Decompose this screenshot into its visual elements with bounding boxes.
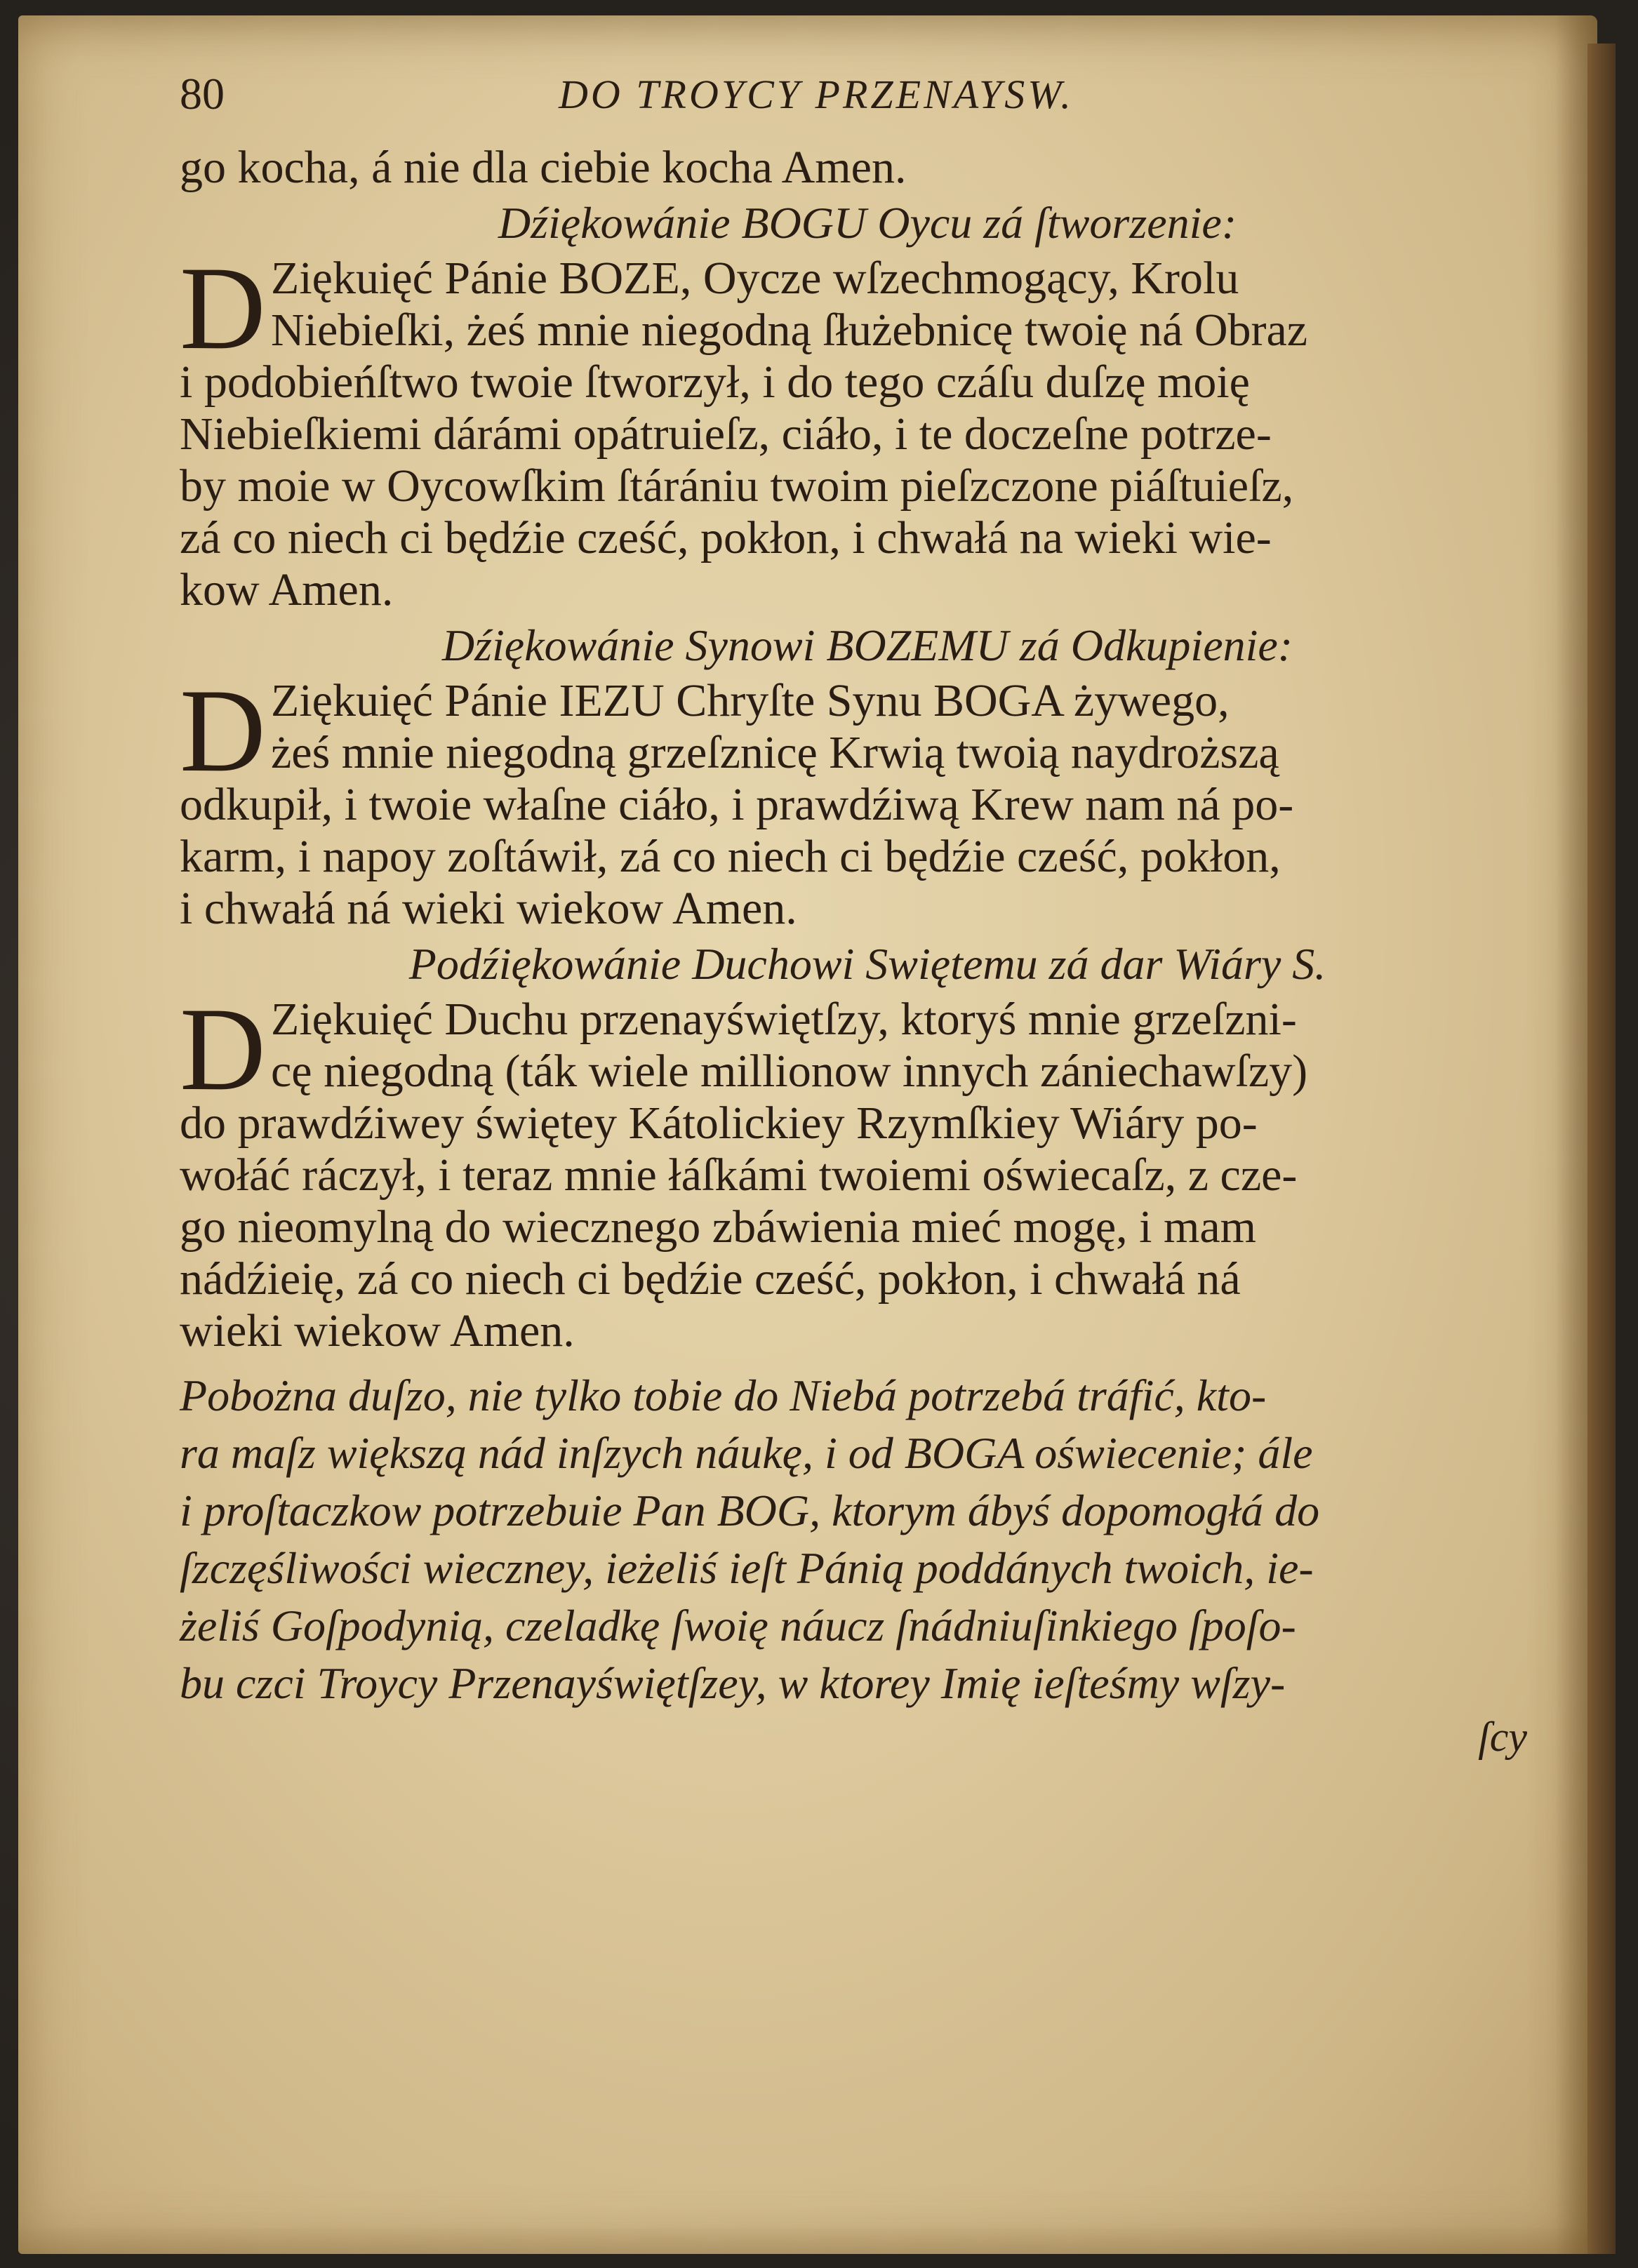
text-line: karm, i napoy zoſtáwił, zá co niech ci będźie cześć, pokłon, [180,831,1281,882]
italic-line: żeliś Goſpodynią, czeladkę ſwoię náucz ſnádniuſinkiego ſpoſo- [180,1601,1296,1650]
opening-line: go kocha, á nie dla ciebie kocha Amen. [180,142,907,193]
text-line: i chwałá ná wieki wiekow Amen. [180,883,797,934]
text-line: Ziękuięć Pánie BOZE, Oycze wſzechmogący, Krolu [271,253,1239,304]
italic-line: bu czci Troycy Przenayświętſzey, w ktorey Imię ieſteśmy wſzy- [180,1658,1286,1708]
dropcap-initial: D [180,983,266,1115]
prayer-spirit [180,983,1555,1357]
catchword: ſcy [1478,1714,1527,1760]
prayer-son [180,665,1555,935]
page-header [180,65,1555,142]
text-line: wołáć ráczył, i teraz mnie łáſkámi twoiemi oświecaſz, z cze- [180,1149,1298,1201]
italic-line: ra maſz większą nád inſzych náukę, i od BOGA oświecenie; ále [180,1428,1313,1478]
italic-line: Pobożna duſzo, nie tylko tobie do Niebá potrzebá tráfić, kto- [180,1370,1267,1420]
text-line: żeś mnie niegodną grzeſznicę Krwią twoią naydroższą [271,727,1279,778]
text-line: go nieomylną do wiecznego zbáwienia mieć mogę, i mam [180,1201,1256,1253]
italic-line: i proſtaczkow potrzebuie Pan BOG, ktorym ábyś dopomogłá do [180,1486,1320,1535]
text-line: by moie w Oycowſkim ſtárániu twoim pieſzczone piáſtuieſz, [180,460,1294,512]
dropcap-initial: D [180,242,266,374]
binding-strip [1587,44,1616,2254]
section-heading-spirit: Podźiękowánie Duchowi Swiętemu zá dar Wiáry S. [408,939,1326,989]
text-line: kow Amen. [180,564,394,615]
dropcap-initial: D [180,665,266,796]
italic-line: ſzczęśliwości wieczney, ieżeliś ieſt Pánią poddánych twoich, ie- [180,1543,1314,1593]
text-line: i podobieńſtwo twoie ſtworzył, i do tego czáſu duſzę moię [180,356,1250,408]
text-line: do prawdźiwey świętey Kátolickiey Rzymſkiey Wiáry po- [180,1098,1258,1149]
book-page [18,15,1597,2254]
text-line: Niebieſkiemi dárámi opátruieſz, ciáło, i te doczeſne potrze- [180,408,1272,460]
text-line: zá co niech ci będźie cześć, pokłon, i chwałá na wieki wie- [180,512,1272,563]
text-line: Ziękuięć Pánie IEZU Chryſte Synu BOGA żywego, [271,675,1230,726]
section-heading-son: Dźiękowánie Synowi BOZEMU zá Odkupienie: [441,620,1293,670]
prayer-father [180,242,1555,616]
running-title: DO TROYCY PRZENAYSW. [559,72,1074,117]
text-line: wieki wiekow Amen. [180,1305,575,1356]
page-content [180,65,1555,1761]
text-line: Ziękuięć Duchu przenayświętſzy, ktoryś mnie grzeſzni- [271,994,1297,1045]
page-number: 80 [180,69,225,119]
text-line: cę niegodną (ták wiele millionow innych zániechawſzy) [271,1046,1308,1097]
text-line: nádźieię, zá co niech ci będźie cześć, pokłon, i chwałá ná [180,1253,1241,1305]
text-line: Niebieſki, żeś mnie niegodną ſłużebnicę twoię ná Obraz [271,305,1308,356]
section-heading-father: Dźiękowánie BOGU Oycu zá ſtworzenie: [498,198,1237,248]
text-line: odkupił, i twoie właſne ciáło, i prawdźiwą Krew nam ná po- [180,779,1294,830]
exhortation-paragraph [180,1367,1555,1712]
